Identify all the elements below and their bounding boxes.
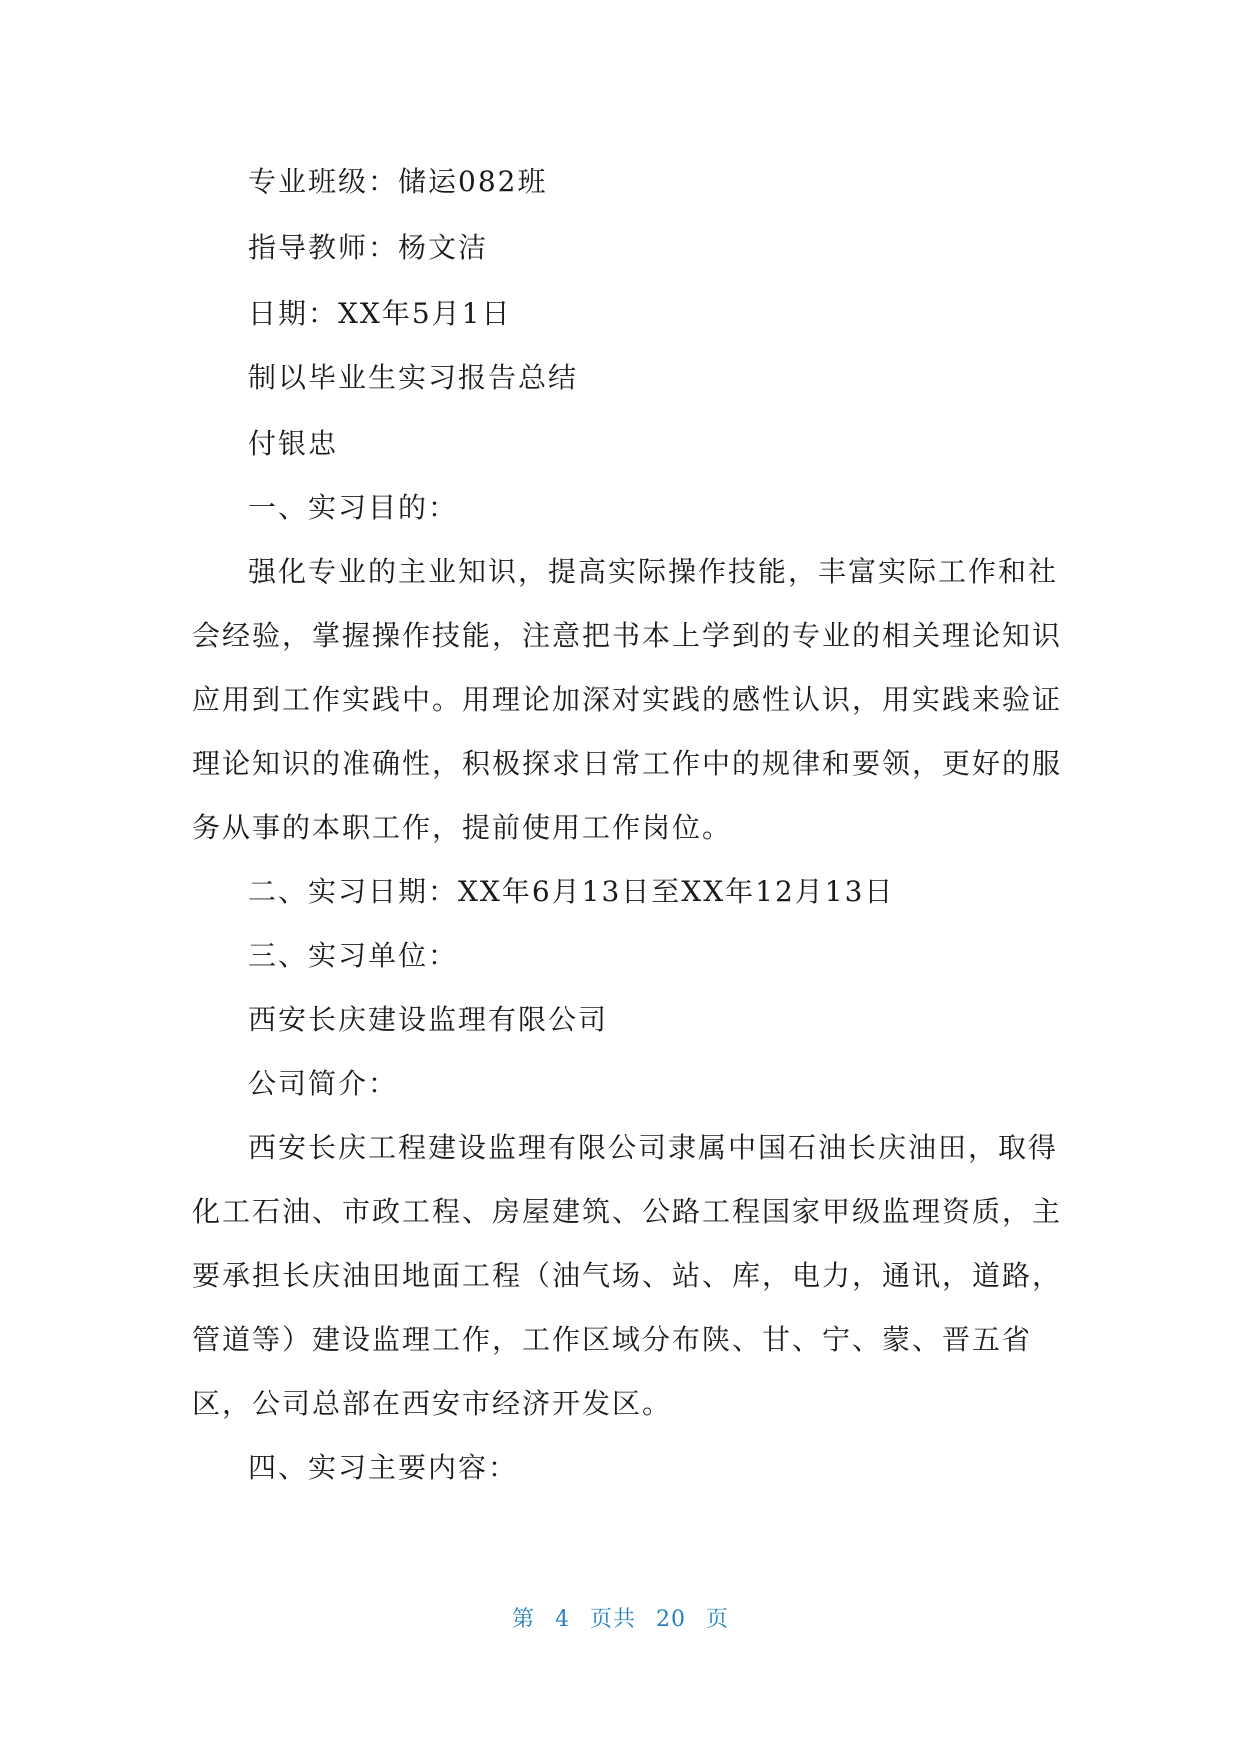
company-name-line: 西安长庆建设监理有限公司 [248,1003,609,1036]
footer-total-pages: 20 [656,1607,686,1632]
section-heading-unit: 三、实习单位： [248,939,459,972]
paragraph-line: 会经验，掌握操作技能，注意把书本上学到的专业的相关理论知识 [192,619,1063,652]
paragraph-line: 务从事的本职工作，提前使用工作岗位。 [192,811,733,844]
paragraph-line: 区，公司总部在西安市经济开发区。 [192,1387,673,1420]
company-intro-heading: 公司简介： [248,1067,399,1100]
major-class-line: 专业班级：储运082班 [248,165,548,198]
footer-suffix: 页 [706,1607,730,1632]
footer-page-number: 4 [554,1607,570,1632]
section-heading-dates: 二、实习日期：XX年6月13日至XX年12月13日 [248,875,895,908]
section-heading-purpose: 一、实习目的： [248,491,459,524]
footer-prefix: 第 [511,1607,535,1632]
paragraph-line: 理论知识的准确性，积极探求日常工作中的规律和要领，更好的服 [192,747,1063,780]
page-footer [0,1602,1241,1633]
paragraph-line: 应用到工作实践中。用理论加深对实践的感性认识，用实践来验证 [192,683,1063,716]
paragraph-line: 要承担长庆油田地面工程（油气场、站、库，电力，通讯，道路， [192,1259,1063,1292]
report-title-line: 制以毕业生实习报告总结 [248,361,579,394]
section-heading-content: 四、实习主要内容： [248,1451,519,1484]
paragraph-line: 强化专业的主业知识，提高实际操作技能，丰富实际工作和社 [248,555,1059,588]
paragraph-line: 管道等）建设监理工作，工作区域分布陕、甘、宁、蒙、晋五省 [192,1323,1033,1356]
paragraph-line: 化工石油、市政工程、房屋建筑、公路工程国家甲级监理资质，主 [192,1195,1063,1228]
footer-middle: 页共 [589,1607,636,1632]
instructor-line: 指导教师：杨文洁 [248,231,489,264]
author-line: 付银忠 [248,427,339,460]
date-line: 日期：XX年5月1日 [248,297,512,330]
paragraph-line: 西安长庆工程建设监理有限公司隶属中国石油长庆油田，取得 [248,1131,1059,1164]
